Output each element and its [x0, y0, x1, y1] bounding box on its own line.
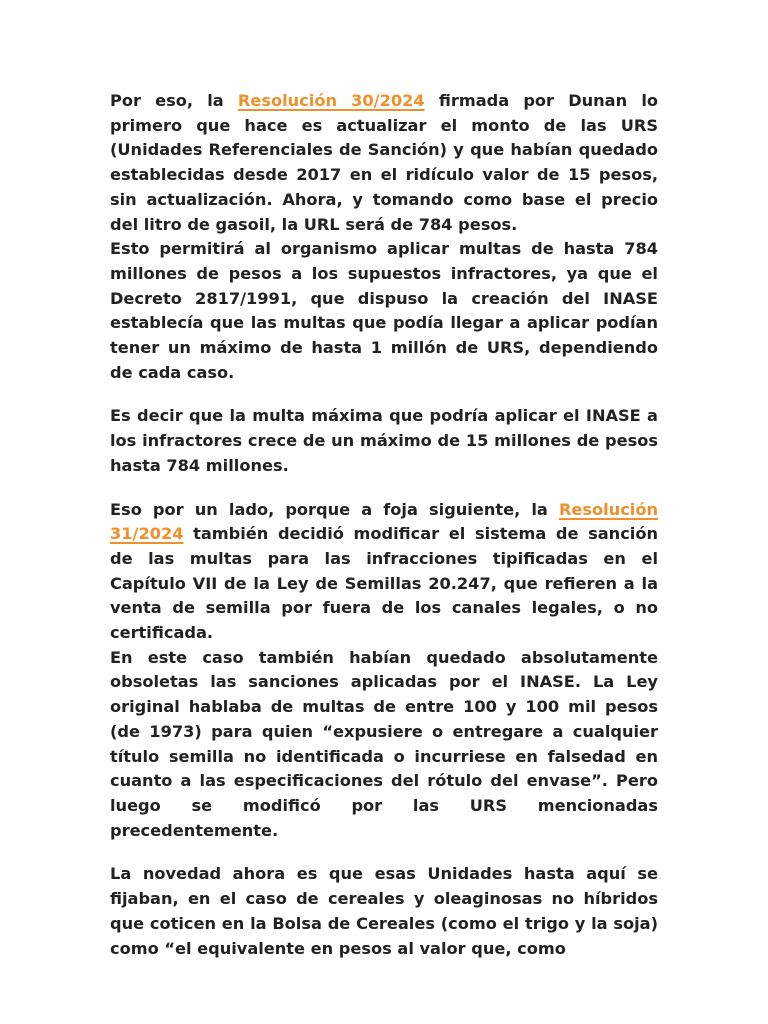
paragraph-sanciones-obsoletas: En este caso también habían quedado absolutamente obsoletas las sanciones aplicadas por el INASE. La Ley original hablaba de multas de entre 100 y 100 mil pesos (de 1973) para quien “expusiere o entregare a cualquier título semilla no identificada o incurriese en falsedad en cuanto a las especificaciones del rótulo del envase”. Pero luego se modificó por las URS mencionadas precedentemente.	[110, 647, 658, 840]
document-body	[110, 89, 658, 961]
paragraph-text: Eso por un lado, porque a foja siguiente, la	[110, 499, 559, 519]
paragraph-resolucion-30	[110, 89, 658, 237]
paragraph-text: Por eso, la	[110, 91, 238, 110]
paragraph-text: también decidió modificar el sistema de sanción de las multas para las infracciones tipificadas en el Capítulo VII de la Ley de Semillas 20.247, que refieren a la venta de semilla por fuera de los canales legales, o no certificada.	[110, 524, 658, 643]
paragraph-multas-784-millones: Esto permitirá al organismo aplicar multas de hasta 784 millones de pesos a los supuestos infractores, ya que el Decreto 2817/1991, que dispuso la creación del INASE establecía que las multas que podía llegar a aplicar podían tener un máximo de hasta 1 millón de URS, dependiendo de cada caso.	[110, 239, 658, 382]
paragraph-novedad-unidades: La novedad ahora es que esas Unidades hasta aquí se fijaban, en el caso de cereales y oleaginosas no híbridos que coticen en la Bolsa de Cereales (como el trigo y la soja) como “el equivalente en pesos al valor que, como	[110, 864, 658, 958]
link-resolucion-31-2024[interactable]: Resolución 31/2024	[110, 499, 658, 544]
paragraph-text: firmada por Dunan lo primero que hace es actualizar el monto de las URS (Unidades Referenciales de Sanción) y que habían quedado establecidas desde 2017 en el ridículo valor de 15 pesos, sin actualización. Ahora, y tomando como base el precio del litro de gasoil, la URL será de 784 pesos.	[110, 91, 658, 234]
paragraph-resolucion-31	[110, 498, 658, 646]
link-resolucion-30-2024[interactable]: Resolución 30/2024	[237, 91, 425, 110]
paragraph-multa-maxima: Es decir que la multa máxima que podría aplicar el INASE a los infractores crece de un máximo de 15 millones de pesos hasta 784 millones.	[110, 406, 658, 475]
